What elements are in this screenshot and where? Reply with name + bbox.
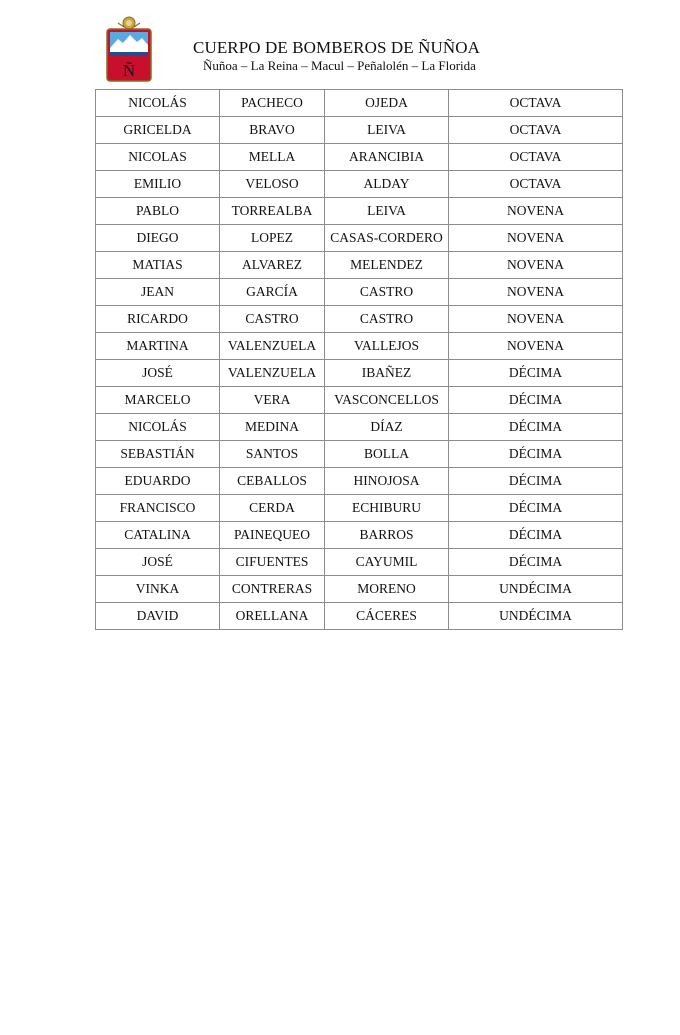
first-name-cell: JEAN — [96, 279, 220, 306]
table-row — [96, 603, 623, 630]
first-name-cell: GRICELDA — [96, 117, 220, 144]
table-row — [96, 198, 623, 225]
maternal-surname-cell: VALLEJOS — [325, 333, 449, 360]
first-name-cell: VINKA — [96, 576, 220, 603]
first-name-cell: NICOLÁS — [96, 414, 220, 441]
paternal-surname-cell: VERA — [220, 387, 325, 414]
maternal-surname-cell: IBAÑEZ — [325, 360, 449, 387]
table-row — [96, 576, 623, 603]
paternal-surname-cell: CONTRERAS — [220, 576, 325, 603]
first-name-cell: FRANCISCO — [96, 495, 220, 522]
table-row — [96, 252, 623, 279]
table-row — [96, 495, 623, 522]
paternal-surname-cell: CEBALLOS — [220, 468, 325, 495]
paternal-surname-cell: ALVAREZ — [220, 252, 325, 279]
maternal-surname-cell: CASAS-CORDERO — [325, 225, 449, 252]
paternal-surname-cell: BRAVO — [220, 117, 325, 144]
company-cell: UNDÉCIMA — [449, 603, 623, 630]
table-row — [96, 117, 623, 144]
maternal-surname-cell: OJEDA — [325, 90, 449, 117]
company-cell: OCTAVA — [449, 171, 623, 198]
emblem-letter: Ñ — [122, 61, 136, 80]
maternal-surname-cell: ARANCIBIA — [325, 144, 449, 171]
table-row — [96, 522, 623, 549]
company-cell: DÉCIMA — [449, 360, 623, 387]
maternal-surname-cell: HINOJOSA — [325, 468, 449, 495]
first-name-cell: EDUARDO — [96, 468, 220, 495]
maternal-surname-cell: CÁCERES — [325, 603, 449, 630]
company-cell: DÉCIMA — [449, 387, 623, 414]
paternal-surname-cell: TORREALBA — [220, 198, 325, 225]
first-name-cell: CATALINA — [96, 522, 220, 549]
table-row — [96, 468, 623, 495]
table-row — [96, 360, 623, 387]
first-name-cell: EMILIO — [96, 171, 220, 198]
paternal-surname-cell: VELOSO — [220, 171, 325, 198]
maternal-surname-cell: MELENDEZ — [325, 252, 449, 279]
table-row — [96, 549, 623, 576]
first-name-cell: JOSÉ — [96, 360, 220, 387]
company-cell: DÉCIMA — [449, 495, 623, 522]
first-name-cell: MARCELO — [96, 387, 220, 414]
maternal-surname-cell: VASCONCELLOS — [325, 387, 449, 414]
first-name-cell: DIEGO — [96, 225, 220, 252]
company-cell: DÉCIMA — [449, 522, 623, 549]
paternal-surname-cell: CIFUENTES — [220, 549, 325, 576]
paternal-surname-cell: PACHECO — [220, 90, 325, 117]
paternal-surname-cell: LOPEZ — [220, 225, 325, 252]
maternal-surname-cell: LEIVA — [325, 117, 449, 144]
first-name-cell: DAVID — [96, 603, 220, 630]
first-name-cell: NICOLAS — [96, 144, 220, 171]
table-row — [96, 90, 623, 117]
paternal-surname-cell: CASTRO — [220, 306, 325, 333]
company-cell: DÉCIMA — [449, 414, 623, 441]
company-cell: UNDÉCIMA — [449, 576, 623, 603]
company-cell: NOVENA — [449, 333, 623, 360]
paternal-surname-cell: GARCÍA — [220, 279, 325, 306]
paternal-surname-cell: MELLA — [220, 144, 325, 171]
company-cell: NOVENA — [449, 198, 623, 225]
paternal-surname-cell: SANTOS — [220, 441, 325, 468]
company-cell: NOVENA — [449, 225, 623, 252]
company-cell: NOVENA — [449, 306, 623, 333]
maternal-surname-cell: DÍAZ — [325, 414, 449, 441]
paternal-surname-cell: VALENZUELA — [220, 333, 325, 360]
table-row — [96, 333, 623, 360]
company-cell: OCTAVA — [449, 117, 623, 144]
first-name-cell: JOSÉ — [96, 549, 220, 576]
paternal-surname-cell: VALENZUELA — [220, 360, 325, 387]
maternal-surname-cell: CAYUMIL — [325, 549, 449, 576]
member-table-body — [96, 90, 623, 630]
first-name-cell: MARTINA — [96, 333, 220, 360]
maternal-surname-cell: CASTRO — [325, 279, 449, 306]
table-row — [96, 387, 623, 414]
first-name-cell: NICOLÁS — [96, 90, 220, 117]
page-subtitle: Ñuñoa – La Reina – Macul – Peñalolén – La Florida — [203, 58, 476, 73]
company-cell: DÉCIMA — [449, 441, 623, 468]
paternal-surname-cell: MEDINA — [220, 414, 325, 441]
document-header — [0, 0, 680, 88]
paternal-surname-cell: CERDA — [220, 495, 325, 522]
fire-department-emblem-icon — [104, 14, 154, 84]
maternal-surname-cell: LEIVA — [325, 198, 449, 225]
maternal-surname-cell: MORENO — [325, 576, 449, 603]
first-name-cell: MATIAS — [96, 252, 220, 279]
paternal-surname-cell: PAINEQUEO — [220, 522, 325, 549]
page-title: CUERPO DE BOMBEROS DE ÑUÑOA — [193, 38, 481, 57]
company-cell: NOVENA — [449, 279, 623, 306]
company-cell: DÉCIMA — [449, 468, 623, 495]
member-table — [95, 89, 623, 630]
first-name-cell: RICARDO — [96, 306, 220, 333]
table-row — [96, 414, 623, 441]
emblem-crest — [118, 17, 140, 29]
first-name-cell: PABLO — [96, 198, 220, 225]
table-row — [96, 279, 623, 306]
first-name-cell: SEBASTIÁN — [96, 441, 220, 468]
company-cell: OCTAVA — [449, 90, 623, 117]
company-cell: OCTAVA — [449, 144, 623, 171]
maternal-surname-cell: BOLLA — [325, 441, 449, 468]
paternal-surname-cell: ORELLANA — [220, 603, 325, 630]
maternal-surname-cell: CASTRO — [325, 306, 449, 333]
company-cell: DÉCIMA — [449, 549, 623, 576]
maternal-surname-cell: BARROS — [325, 522, 449, 549]
table-row — [96, 441, 623, 468]
table-row — [96, 306, 623, 333]
table-row — [96, 225, 623, 252]
company-cell: NOVENA — [449, 252, 623, 279]
table-row — [96, 171, 623, 198]
maternal-surname-cell: ECHIBURU — [325, 495, 449, 522]
maternal-surname-cell: ALDAY — [325, 171, 449, 198]
table-row — [96, 144, 623, 171]
